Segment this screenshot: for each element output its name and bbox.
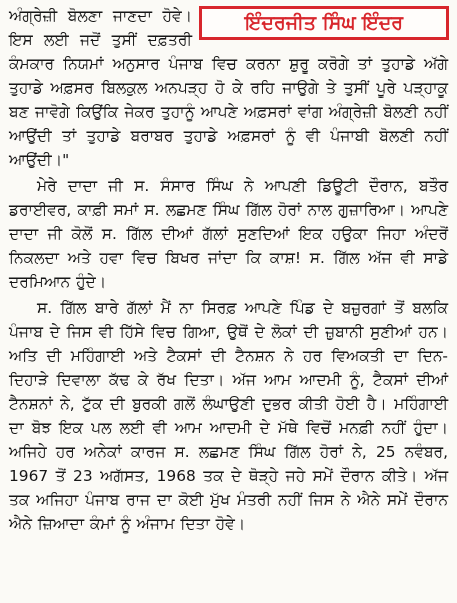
article-body	[9, 4, 448, 536]
author-byline: ਇੰਦਰਜੀਤ ਸਿੰਘ ਇੰਦਰ	[199, 6, 449, 40]
paragraph-3: ਸ. ਗਿੱਲ ਬਾਰੇ ਗੱਲਾਂ ਮੈਂ ਨਾ ਸਿਰਫ਼ ਆਪਣੇ ਪਿੰਡ ਦੇ ਬਜ਼ੁਰਗਾਂ ਤੋਂ ਬਲਕਿ ਪੰਜਾਬ ਦੇ ਜਿਸ ਵੀ ਹਿੱਸੇ ਵਿਚ ਗਿਆ, ਉਥੋਂ ਦੇ ਲੋਕਾਂ ਦੀ ਜ਼ੁਬਾਨੀ ਸੁਣੀਆਂ ਹਨ। ਅਤਿ ਦੀ ਮਹਿੰਗਾਈ ਅਤੇ ਟੈਕਸਾਂ ਦੀ ਟੈਨਸ਼ਨ ਨੇ ਹਰ ਵਿਅਕਤੀ ਦਾ ਦਿਨ-ਦਿਹਾੜੇ ਦਿਵਾਲਾ ਕੱਢ ਕੇ ਰੱਖ ਦਿਤਾ। ਅੱਜ ਆਮ ਆਦਮੀ ਨੂੰ, ਟੈਕਸਾਂ ਦੀਆਂ ਟੈਨਸ਼ਨਾਂ ਨੇ, ਟੁੱਕ ਦੀ ਬੁਰਕੀ ਗਲੋਂ ਲੰਘਾਉਣੀ ਦੁਭਰ ਕੀਤੀ ਹੋਈ ਹੈ। ਮਹਿੰਗਾਈ ਦਾ ਬੋਝ ਇਕ ਪਲ ਲਈ ਵੀ ਆਮ ਆਦਮੀ ਦੇ ਮੱਥੇ ਵਿਚੋਂ ਮਨਫ਼ੀ ਨਹੀਂ ਹੁੰਦਾ। ਅਜਿਹੇ ਹਰ ਅਨੇਕਾਂ ਕਾਰਜ ਸ. ਲਛਮਣ ਸਿੰਘ ਗਿੱਲ ਹੋਰਾਂ ਨੇ, 25 ਨਵੰਬਰ, 1967 ਤੋਂ 23 ਅਗੱਸਤ, 1968 ਤਕ ਦੇ ਥੋੜ੍ਹੇ ਜਹੇ ਸਮੇਂ ਦੌਰਾਨ ਕੀਤੇ। ਅੱਜ ਤਕ ਅਜਿਹਾ ਪੰਜਾਬ ਰਾਜ ਦਾ ਕੋਈ ਮੁੱਖ ਮੰਤਰੀ ਨਹੀਂ ਜਿਸ ਨੇ ਐਨੇ ਸਮੇਂ ਦੌਰਾਨ ਐਨੇ ਜ਼ਿਆਦਾ ਕੰਮਾਂ ਨੂੰ ਅੰਜਾਮ ਦਿਤਾ ਹੋਵੇ।	[9, 299, 448, 533]
paragraph-1: ਅੰਗ੍ਰੇਜ਼ੀ ਬੋਲਣਾ ਜਾਣਦਾ ਹੋਵੇ। ਇਸ ਲਈ ਜਦੋਂ ਤੁਸੀਂ ਦਫ਼ਤਰੀ ਕੰਮਕਾਰ ਨਿਯਮਾਂ ਅਨੁਸਾਰ ਪੰਜਾਬ ਵਿਚ ਕਰਨਾ ਸ਼ੁਰੂ ਕਰੋਗੇ ਤਾਂ ਤੁਹਾਡੇ ਅੱਗੇ ਤੁਹਾਡੇ ਅਫ਼ਸਰ ਬਿਲਕੁਲ ਅਨਪੜ੍ਹ ਹੋ ਕੇ ਰਹਿ ਜਾਉਗੇ ਤੇ ਤੁਸੀਂ ਪੂਰੇ ਪੜ੍ਹਾਕੂ ਬਣ ਜਾਵੋਗੇ ਕਿਉਂਕਿ ਜੇਕਰ ਤੁਹਾਨੂੰ ਆਪਣੇ ਅਫ਼ਸਰਾਂ ਵਾਂਗ ਅੰਗ੍ਰੇਜ਼ੀ ਬੋਲਣੀ ਨਹੀਂ ਆਉਂਦੀ ਤਾਂ ਤੁਹਾਡੇ ਬਰਾਬਰ ਤੁਹਾਡੇ ਅਫ਼ਸਰਾਂ ਨੂੰ ਵੀ ਪੰਜਾਬੀ ਬੋਲਣੀ ਨਹੀਂ ਆਉਂਦੀ।"	[9, 7, 448, 169]
paragraph-2: ਮੇਰੇ ਦਾਦਾ ਜੀ ਸ. ਸੰਸਾਰ ਸਿੰਘ ਨੇ ਆਪਣੀ ਡਿਊਟੀ ਦੌਰਾਨ, ਬਤੌਰ ਡਰਾਈਵਰ, ਕਾਫ਼ੀ ਸਮਾਂ ਸ. ਲਛਮਣ ਸਿੰਘ ਗਿੱਲ ਹੋਰਾਂ ਨਾਲ ਗੁਜ਼ਾਰਿਆ। ਆਪਣੇ ਦਾਦਾ ਜੀ ਕੋਲੋਂ ਸ. ਗਿੱਲ ਦੀਆਂ ਗੱਲਾਂ ਸੁਣਦਿਆਂ ਇਕ ਹਉਕਾ ਜਿਹਾ ਅੰਦਰੋਂ ਨਿਕਲਦਾ ਅਤੇ ਹਵਾ ਵਿਚ ਬਿਖਰ ਜਾਂਦਾ ਕਿ ਕਾਸ਼! ਸ. ਗਿੱਲ ਅੱਜ ਵੀ ਸਾਡੇ ਦਰਮਿਆਨ ਹੁੰਦੇ।	[9, 177, 448, 291]
